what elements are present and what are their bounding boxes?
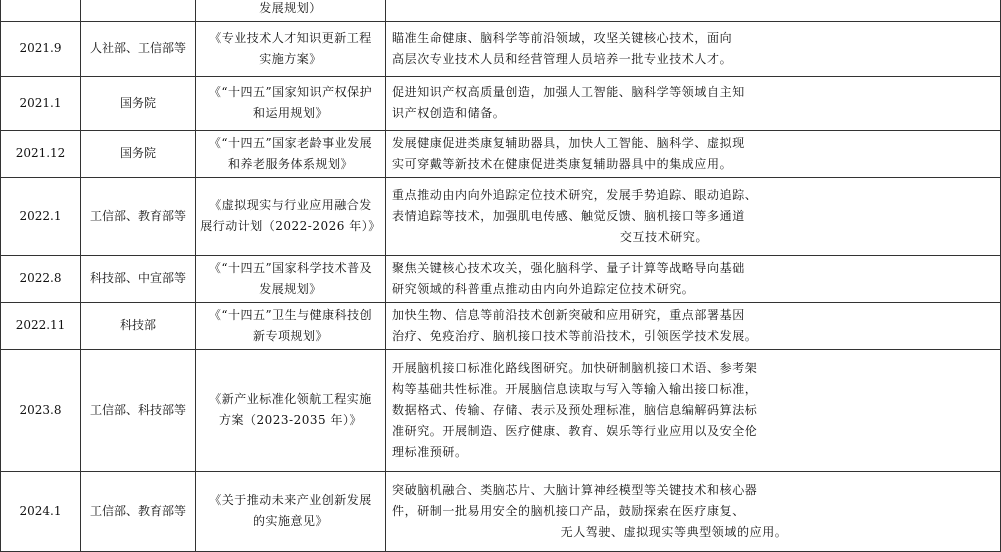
content-cell [386, 76, 1001, 130]
date-cell: 2021.1 [1, 76, 81, 130]
content-cell [386, 302, 1001, 349]
content-line: 理标准预研。 [392, 444, 468, 459]
date-cell: 2022.11 [1, 302, 81, 349]
table-row [1, 302, 1001, 349]
policy-cell [196, 0, 386, 21]
content-line: 加快生物、信息等前沿技术创新突破和应用研究，重点部署基因 [392, 307, 745, 322]
department-cell: 科技部、中宣部等 [81, 255, 196, 302]
policy-cell [196, 177, 386, 255]
policy-line: 新专项规划》 [252, 328, 328, 343]
content-line: 治疗、免疫治疗、脑机接口技术等前沿技术，引领医学技术发展。 [392, 328, 758, 343]
date-cell: 2022.1 [1, 177, 81, 255]
content-cell [386, 130, 1001, 177]
content-cell [386, 349, 1001, 471]
content-line: 开展脑机接口标准化路线图研究。加快研制脑机接口术语、参考架 [392, 360, 758, 375]
content-line: 数据格式、传输、存储、表示及预处理标准，脑信息编解码算法标 [392, 402, 758, 417]
department-cell: 工信部、教育部等 [81, 471, 196, 551]
date-cell: 2022.8 [1, 255, 81, 302]
policy-line: 展行动计划（2022-2026 年）》 [200, 219, 381, 233]
table-row [1, 76, 1001, 130]
policy-line: 实施方案》 [259, 51, 322, 66]
policy-line: 方案（2023-2035 年）》 [219, 413, 362, 427]
policy-line: 发展规划） [259, 0, 322, 15]
table-row [1, 130, 1001, 177]
policy-cell [196, 302, 386, 349]
table-row [1, 471, 1001, 551]
policy-cell [196, 471, 386, 551]
policy-cell [196, 130, 386, 177]
content-line: 发展健康促进类康复辅助器具，加快人工智能、脑科学、虚拟现 [392, 135, 745, 150]
content-line: 交互技术研究。 [619, 229, 709, 244]
date-cell: 2021.9 [1, 21, 81, 76]
department-cell [81, 0, 196, 21]
content-line: 构等基础共性标准。开展脑信息读取与写入等输入输出接口标准， [392, 381, 758, 396]
content-line: 瞄准生命健康、脑科学等前沿领域，攻坚关键核心技术，面向 [392, 30, 733, 45]
content-line: 准研究。开展制造、医疗健康、教育、娱乐等行业应用以及安全伦 [392, 423, 758, 438]
policy-line: 《“十四五”国家知识产权保护 [208, 85, 373, 99]
policy-line: 《专业技术人才知识更新工程 [209, 30, 372, 45]
content-line: 突破脑机融合、类脑芯片、大脑计算神经模型等关键技术和核心器 [392, 482, 758, 497]
department-cell: 国务院 [81, 76, 196, 130]
policy-line: 《“十四五”国家科学技术普及 [208, 260, 373, 275]
policy-cell [196, 255, 386, 302]
department-cell: 人社部、工信部等 [81, 21, 196, 76]
date-cell: 2021.12 [1, 130, 81, 177]
table-row [1, 349, 1001, 471]
table-row [1, 255, 1001, 302]
date-cell [1, 0, 81, 21]
policy-cell [196, 76, 386, 130]
policy-line: 《“十四五”卫生与健康科技创 [208, 307, 373, 322]
content-line: 促进知识产权高质量创造，加强人工智能、脑科学等领域自主知 [392, 85, 745, 99]
date-cell: 2023.8 [1, 349, 81, 471]
content-cell [386, 255, 1001, 302]
content-cell [386, 471, 1001, 551]
content-line: 识产权创造和储备。 [392, 106, 506, 120]
table-row [1, 0, 1001, 21]
content-line: 实可穿戴等新技术在健康促进类康复辅助器具中的集成应用。 [392, 156, 733, 171]
policy-cell [196, 349, 386, 471]
department-cell: 工信部、教育部等 [81, 177, 196, 255]
content-cell [386, 177, 1001, 255]
table-row [1, 21, 1001, 76]
policy-line: 和养老服务体系规划》 [227, 156, 353, 171]
date-cell: 2024.1 [1, 471, 81, 551]
policy-line: 《虚拟现实与行业应用融合发 [209, 198, 372, 212]
policy-line: 发展规划》 [259, 281, 322, 296]
policy-cell [196, 21, 386, 76]
policy-line: 《新产业标准化领航工程实施 [209, 392, 372, 406]
content-line: 件，研制一批易用安全的脑机接口产品，鼓励探索在医疗康复、 [392, 503, 745, 518]
content-line: 聚焦关键核心技术攻关，强化脑科学、量子计算等战略导向基础 [392, 260, 745, 275]
content-cell [386, 0, 1001, 21]
policy-line: 《关于推动未来产业创新发展 [209, 493, 372, 507]
content-line: 高层次专业技术人员和经营管理人员培养一批专业技术人才。 [392, 51, 733, 66]
table-row [1, 177, 1001, 255]
content-cell [386, 21, 1001, 76]
policy-line: 《“十四五”国家老龄事业发展 [208, 135, 373, 150]
content-line: 表情追踪等技术，加强肌电传感、触觉反馈、脑机接口等多通道 [392, 208, 745, 223]
policy-line: 和运用规划》 [252, 106, 328, 120]
department-cell: 工信部、科技部等 [81, 349, 196, 471]
department-cell: 科技部 [81, 302, 196, 349]
department-cell: 国务院 [81, 130, 196, 177]
policy-line: 的实施意见》 [252, 514, 328, 528]
content-line: 重点推动由内向外追踪定位技术研究，发展手势追踪、眼动追踪、 [392, 187, 758, 202]
content-line: 无人驾驶、虚拟现实等典型领域的应用。 [560, 524, 788, 539]
content-line: 研究领域的科普重点推动由内向外追踪定位技术研究。 [392, 281, 695, 296]
